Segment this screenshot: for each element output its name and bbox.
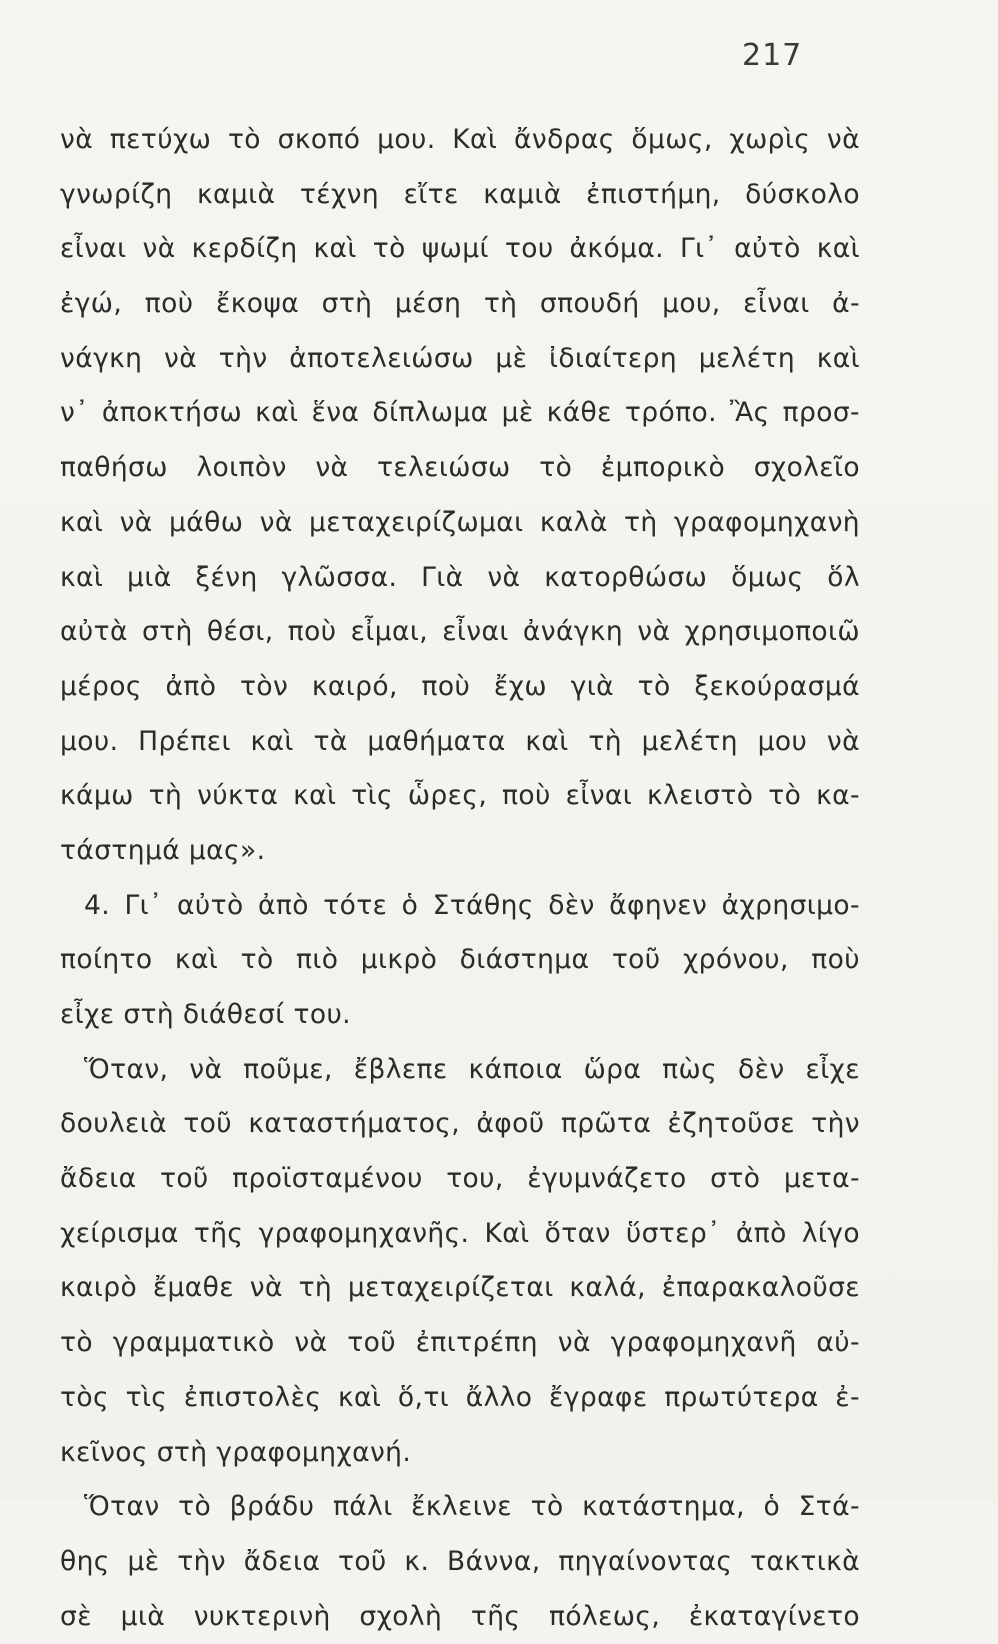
text-line: Ὅταν τὸ βράδυ πάλι ἔκλεινε τὸ κατάστημα, ὁ Στά- — [84, 1491, 860, 1523]
text-line: εἶναι νὰ κερδίζη καὶ τὸ ψωμί του ἀκόμα. Γι᾽ αὐτὸ καὶ — [60, 233, 860, 265]
text-line: χείρισμα τῆς γραφομηχανῆς. Καὶ ὅταν ὕστερ᾽ ἀπὸ λίγο — [60, 1217, 860, 1249]
text-line: κάμω τὴ νύκτα καὶ τὶς ὧρες, ποὺ εἶναι κλειστὸ τὸ κα- — [60, 780, 860, 812]
text-line: Ὅταν, νὰ ποῦμε, ἔβλεπε κάποια ὥρα πὼς δὲν εἶχε — [84, 1053, 860, 1085]
text-line: σὲ μιὰ νυκτερινὴ σχολὴ τῆς πόλεως, ἐκαταγίνετο — [60, 1600, 860, 1632]
text-line: μέρος ἀπὸ τὸν καιρό, ποὺ ἔχω γιὰ τὸ ξεκούρασμά — [60, 670, 860, 702]
text-line: εἶχε στὴ διάθεσί του. — [60, 999, 352, 1030]
text-line: κεῖνος στὴ γραφομηχανή. — [60, 1436, 412, 1468]
text-line: δουλειὰ τοῦ καταστήματος, ἀφοῦ πρῶτα ἐζητοῦσε τὴν — [60, 1108, 860, 1140]
text-line: νάγκη νὰ τὴν ἀποτελειώσω μὲ ἰδιαίτερη μελέτη καὶ — [60, 342, 860, 374]
text-line: τὸ γραμματικὸ νὰ τοῦ ἐπιτρέπη νὰ γραφομηχανῆ αὐ- — [60, 1327, 860, 1359]
body-text — [60, 113, 860, 1644]
text-line: θης μὲ τὴν ἄδεια τοῦ κ. Βάννα, πηγαίνοντας τακτικὰ — [60, 1545, 860, 1577]
text-line: ἐγώ, ποὺ ἔκοψα στὴ μέση τὴ σπουδή μου, εἶναι ἀ- — [60, 288, 860, 320]
text-line: καὶ μιὰ ξένη γλῶσσα. Γιὰ νὰ κατορθώσω ὅμως ὅλ — [60, 561, 860, 593]
text-line: καὶ νὰ μάθω νὰ μεταχειρίζωμαι καλὰ τὴ γραφομηχανὴ — [60, 506, 860, 538]
text-line: τὸς τὶς ἐπιστολὲς καὶ ὅ,τι ἄλλο ἔγραφε πρωτύτερα ἐ- — [60, 1381, 860, 1413]
text-line: ποίητο καὶ τὸ πιὸ μικρὸ διάστημα τοῦ χρόνου, ποὺ — [60, 944, 860, 976]
page-number: 217 — [742, 38, 803, 73]
text-line: καιρὸ ἔμαθε νὰ τὴ μεταχειρίζεται καλά, ἐπαρακαλοῦσε — [60, 1272, 860, 1304]
text-line: παθήσω λοιπὸν νὰ τελειώσω τὸ ἐμπορικὸ σχολεῖο — [60, 452, 860, 484]
text-line: ν᾽ ἀποκτήσω καὶ ἕνα δίπλωμα μὲ κάθε τρόπο. Ἂς προσ- — [60, 397, 860, 429]
text-line: μου. Πρέπει καὶ τὰ μαθήματα καὶ τὴ μελέτη μου νὰ — [60, 725, 860, 757]
text-line: ἄδεια τοῦ προϊσταμένου του, ἐγυμνάζετο στὸ μετα- — [60, 1163, 860, 1195]
text-line: 4. Γι᾽ αὐτὸ ἀπὸ τότε ὁ Στάθης δὲν ἄφηνεν ἀχρησιμο- — [84, 889, 860, 921]
text-line: αὐτὰ στὴ θέσι, ποὺ εἶμαι, εἶναι ἀνάγκη νὰ χρησιμοποιῶ — [60, 616, 860, 648]
text-line: τάστημά μας». — [60, 834, 266, 866]
text-line: γνωρίζη καμιὰ τέχνη εἴτε καμιὰ ἐπιστήμη, δύσκολο — [60, 178, 860, 210]
text-line: νὰ πετύχω τὸ σκοπό μου. Καὶ ἄνδρας ὅμως, χωρὶς νὰ — [60, 124, 860, 155]
